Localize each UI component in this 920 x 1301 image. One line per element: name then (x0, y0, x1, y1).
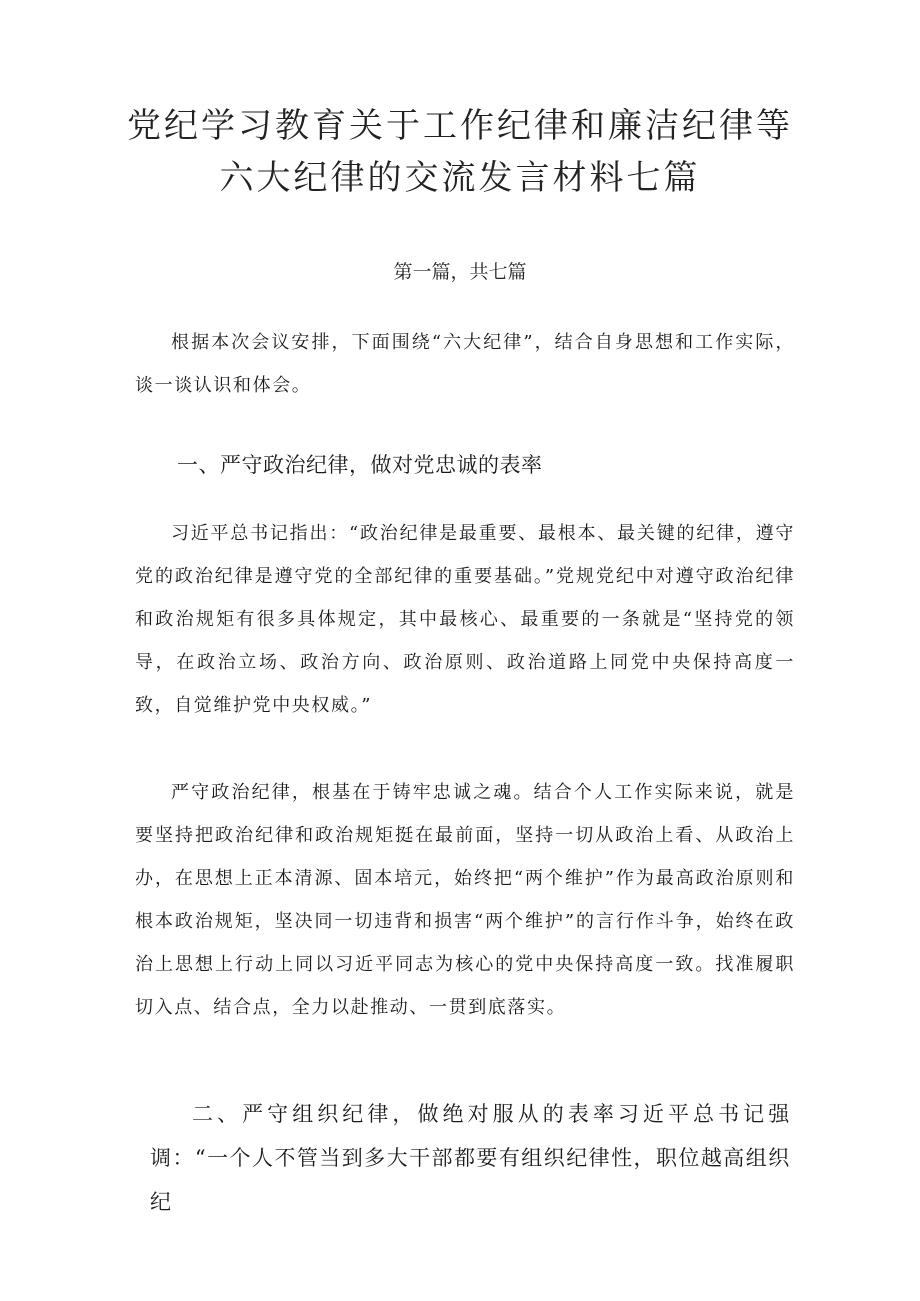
document-title (0, 100, 920, 204)
section-1-heading: 一、严守政治纪律，做对党忠诚的表率 (177, 453, 543, 477)
section-1-paragraph-2: 严守政治纪律，根基在于铸牢忠诚之魂。结合个人工作实际来说，就是要坚持把政治纪律和政治规矩挺在最前面，坚持一切从政治上看、从政治上办，在思想上正本清源、固本培元，始终把“两个维护”作为最高政治原则和根本政治规矩，坚决同一切违背和损害“两个维护”的言行作斗争，始终在政治上思想上行动上同以习近平同志为核心的党中央保持高度一致。找准履职切入点、结合点，全力以赴推动、一贯到底落实。 (135, 782, 795, 1018)
section-2-paragraph: 二、严守组织纪律，做绝对服从的表率习近平总书记强调：“一个人不管当到多大干部都要有组织纪律性，职位越高组织纪 (150, 1102, 790, 1214)
title-line-2: 六大纪律的交流发言材料七篇 (219, 158, 701, 198)
section-1-paragraph-1: 习近平总书记指出：“政治纪律是最重要、最根本、最关键的纪律，遵守党的政治纪律是遵守党的全部纪律的重要基础。”党规党纪中对遵守政治纪律和政治规矩有很多具体规定，其中最核心、最重要的一条就是“坚持党的领导，在政治立场、政治方向、政治原则、政治道路上同党中央保持高度一致，自觉维护党中央权威。” (135, 523, 795, 716)
title-line-1: 党纪学习教育关于工作纪律和廉洁纪律等 (127, 106, 793, 146)
intro-paragraph: 根据本次会议安排，下面围绕“六大纪律”，结合自身思想和工作实际，谈一谈认识和体会。 (135, 332, 795, 396)
document-subtitle: 第一篇，共七篇 (393, 261, 527, 283)
